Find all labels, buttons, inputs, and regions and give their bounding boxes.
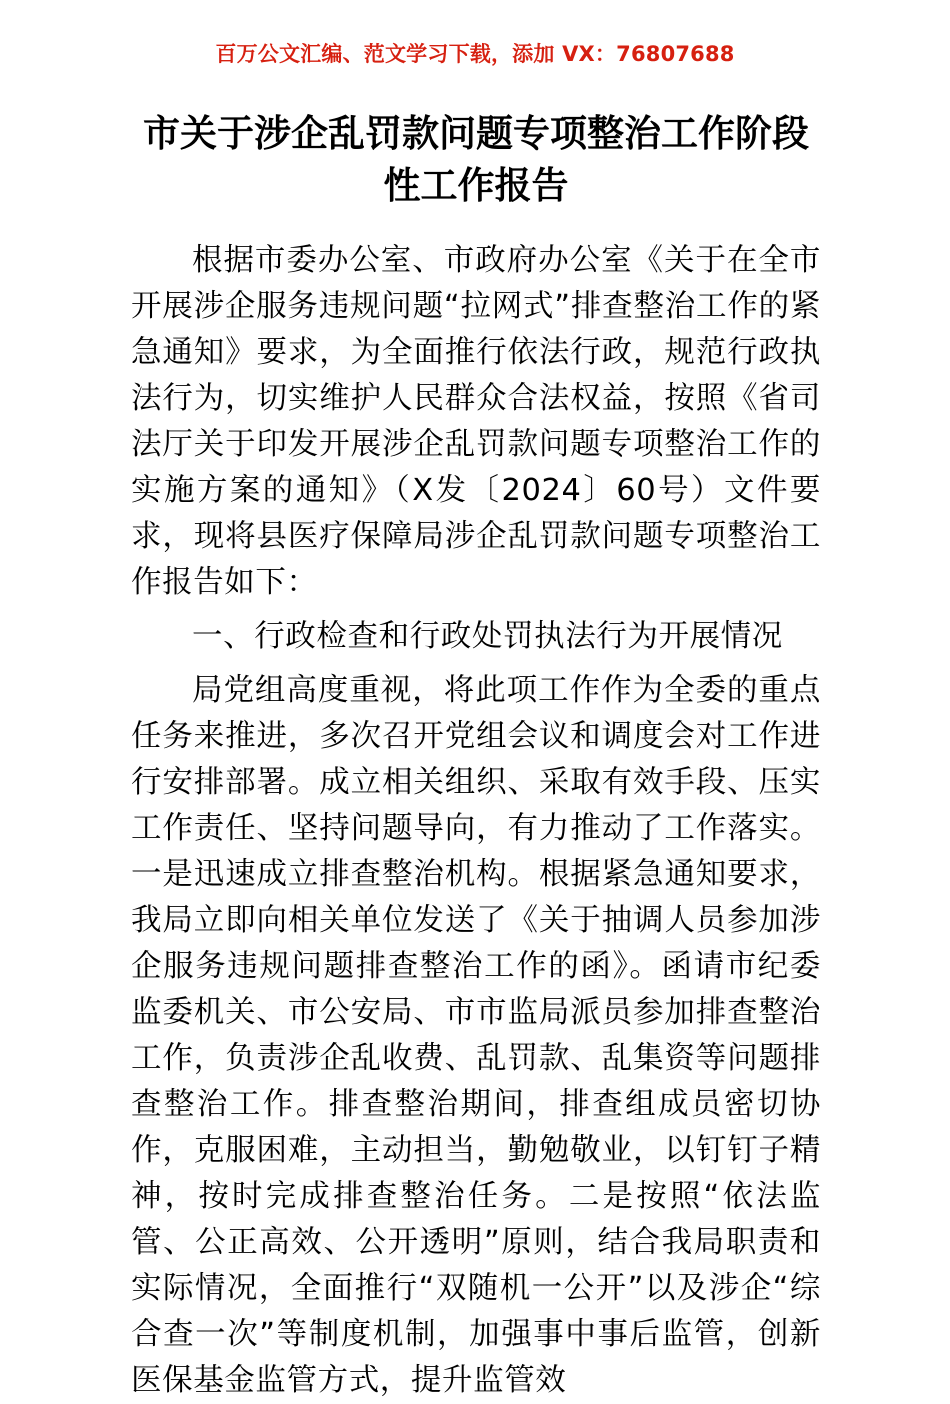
section-heading-1: 一、行政检查和行政处罚执法行为开展情况 xyxy=(192,619,783,654)
promo-banner-text: 百万公文汇编、范文学习下载，添加 VX：76807688 xyxy=(215,42,735,66)
paragraph-section-1-body: 局党组高度重视，将此项工作作为全委的重点任务来推进，多次召开党组会议和调度会对工作进行安排部署。成立相关组织、采取有效手段、压实工作责任、坚持问题导向，有力推动了工作落实。一是迅速成立排查整治机构。根据紧急通知要求，我局立即向相关单位发送了《关于抽调人员参加涉企服务违规问题排查整治工作的函》。函请市纪委监委机关、市公安局、市市监局派员参加排查整治工作，负责涉企乱收费、乱罚款、乱集资等问题排查整治工作。排查整治期间，排查组成员密切协作，克服困难，主动担当，勤勉敬业，以钉钉子精神，按时完成排查整治任务。二是按照“依法监管、公正高效、公开透明”原则，结合我局职责和实际情况，全面推行“双随机一公开”以及涉企“综合查一次”等制度机制，加强事中事后监管，创新医保基金监管方式，提升监管效 xyxy=(131,673,821,1398)
document-body xyxy=(131,108,821,1404)
promo-banner xyxy=(0,44,950,65)
page-title: 市关于涉企乱罚款问题专项整治工作阶段性工作报告 xyxy=(143,112,809,207)
paragraph-intro: 根据市委办公室、市政府办公室《关于在全市开展涉企服务违规问题“拉网式”排查整治工作的紧急通知》要求，为全面推行依法行政，规范行政执法行为，切实维护人民群众合法权益，按照《省司法厅关于印发开展涉企乱罚款问题专项整治工作的实施方案的通知》（X发〔2024〕60号）文件要求，现将县医疗保障局涉企乱罚款问题专项整治工作报告如下： xyxy=(131,243,821,600)
